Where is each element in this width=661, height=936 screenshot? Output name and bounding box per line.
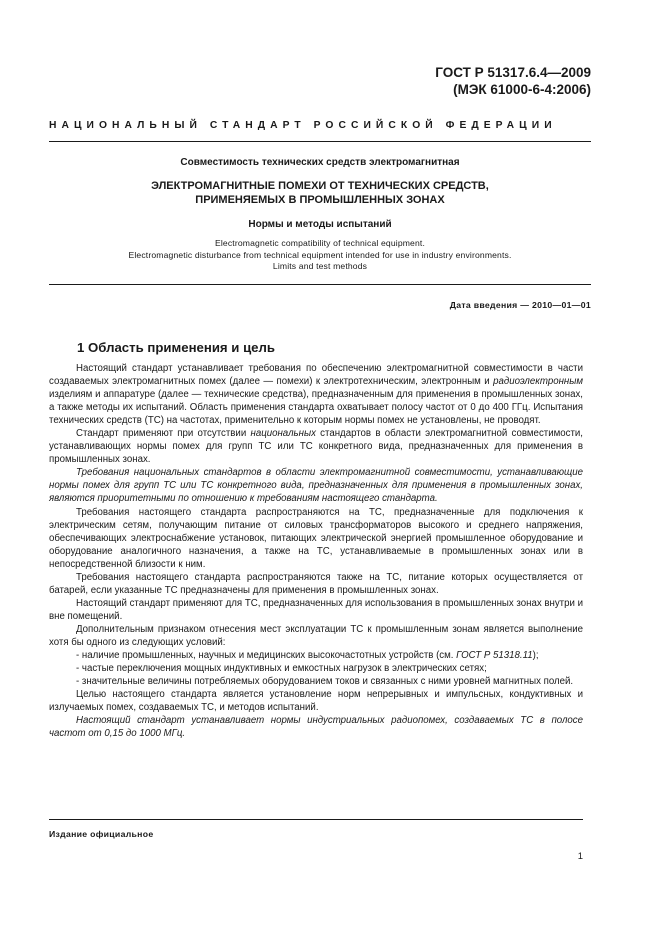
list-item: - частые переключения мощных индуктивных и емкостных нагрузок в электрических сетях;	[76, 663, 487, 675]
paragraph: Настоящий стандарт устанавливает нормы индустриальных радиопомех, создаваемых ТС в полосе частот от 0,15 до 1000 МГц.	[49, 715, 583, 740]
paragraph: Требования настоящего стандарта распространяются на ТС, предназначенные для подключения к электрическим сетям, получающим питание от силовых трансформаторов высокого и среднего напряжения, обеспечивающих электроснабжение установок, питающих электрической энергией промышленное оборудование и оборудование аналогичного назначения, а также на ТС, устанавливаемые в промышленных зонах или в непосредственной близости к ним.	[49, 506, 583, 570]
english-line: Limits and test methods	[272, 261, 368, 272]
national-standard-heading: НАЦИОНАЛЬНЫЙ СТАНДАРТ РОССИЙСКОЙ ФЕДЕРАЦИИ	[49, 120, 557, 131]
english-title	[49, 238, 591, 273]
document-subtitle: Нормы и методы испытаний	[248, 219, 392, 230]
list-item: - значительные величины потребляемых оборудованием токов и связанных с ними уровней магнитных полей.	[76, 676, 574, 688]
paragraph: Настоящий стандарт устанавливает требования по обеспечению электромагнитной совместимости в части создаваемых электромагнитных помех (далее — помехи) к электротехническим, электронным и радиоэлектронным изделиям и аппаратуре (далее — технические средства), предназначенным для применения в промышленных зонах, а также методы их испытаний. Область применения стандарта охватывает полосу частот от 0 до 400 ГГц. Испытания технических средств (ТС) на частотах, применительно к которым нормы помех не установлены, не проводят.	[49, 363, 583, 427]
page-number: 1	[577, 851, 583, 862]
introduction-date: Дата введения — 2010—01—01	[449, 300, 591, 310]
gost-number: ГОСТ Р 51317.6.4—2009	[435, 65, 591, 80]
list-item: - наличие промышленных, научных и медицинских высокочастотных устройств (см. ГОСТ Р 51318.11);	[76, 650, 539, 662]
paragraph: Настоящий стандарт применяют для ТС, предназначенных для использования в промышленных зонах внутри и вне помещений.	[49, 597, 583, 622]
standard-group-title: Совместимость технических средств электромагнитная	[180, 157, 460, 168]
title-line: ПРИМЕНЯЕМЫХ В ПРОМЫШЛЕННЫХ ЗОНАХ	[195, 193, 445, 206]
top-divider	[49, 141, 591, 142]
document-title	[49, 180, 591, 207]
paragraph: Дополнительным признаком отнесения мест эксплуатации ТС к промышленным зонам является выполнение хотя бы одного из следующих условий:	[49, 623, 583, 648]
english-line: Electromagnetic compatibility of technical equipment.	[214, 238, 425, 248]
section-heading: 1 Область применения и цель	[77, 340, 275, 355]
standard-designation	[435, 64, 591, 98]
english-line: Electromagnetic disturbance from technical equipment intended for use in industry environments.	[128, 249, 512, 260]
footer-divider	[49, 819, 583, 820]
body-text	[49, 362, 583, 740]
paragraph: Требования настоящего стандарта распространяются также на ТС, питание которых осуществляется от батарей, если указанные ТС предназначены для применения в промышленных зонах.	[49, 571, 583, 596]
edition-label: Издание официальное	[49, 829, 154, 839]
iec-number: (МЭК 61000-6-4:2006)	[453, 82, 591, 97]
paragraph: Стандарт применяют при отсутствии национальных стандартов в области электромагнитной совместимости, устанавливающих нормы помех для групп ТС или ТС конкретного вида, предназначенных для применения в промышленных зонах.	[49, 428, 583, 466]
paragraph: Целью настоящего стандарта является установление норм непрерывных и импульсных, кондуктивных и излучаемых помех, создаваемых ТС, и методов испытаний.	[49, 689, 583, 714]
paragraph: Требования национальных стандартов в области электромагнитной совместимости, устанавливающие нормы помех для групп ТС или ТС конкретного вида, предназначенных для применения в промышленных зонах, являются приоритетными по отношению к требованиям настоящего стандарта.	[49, 467, 583, 505]
title-line: ЭЛЕКТРОМАГНИТНЫЕ ПОМЕХИ ОТ ТЕХНИЧЕСКИХ СРЕДСТВ,	[151, 180, 489, 192]
title-divider	[49, 284, 591, 285]
